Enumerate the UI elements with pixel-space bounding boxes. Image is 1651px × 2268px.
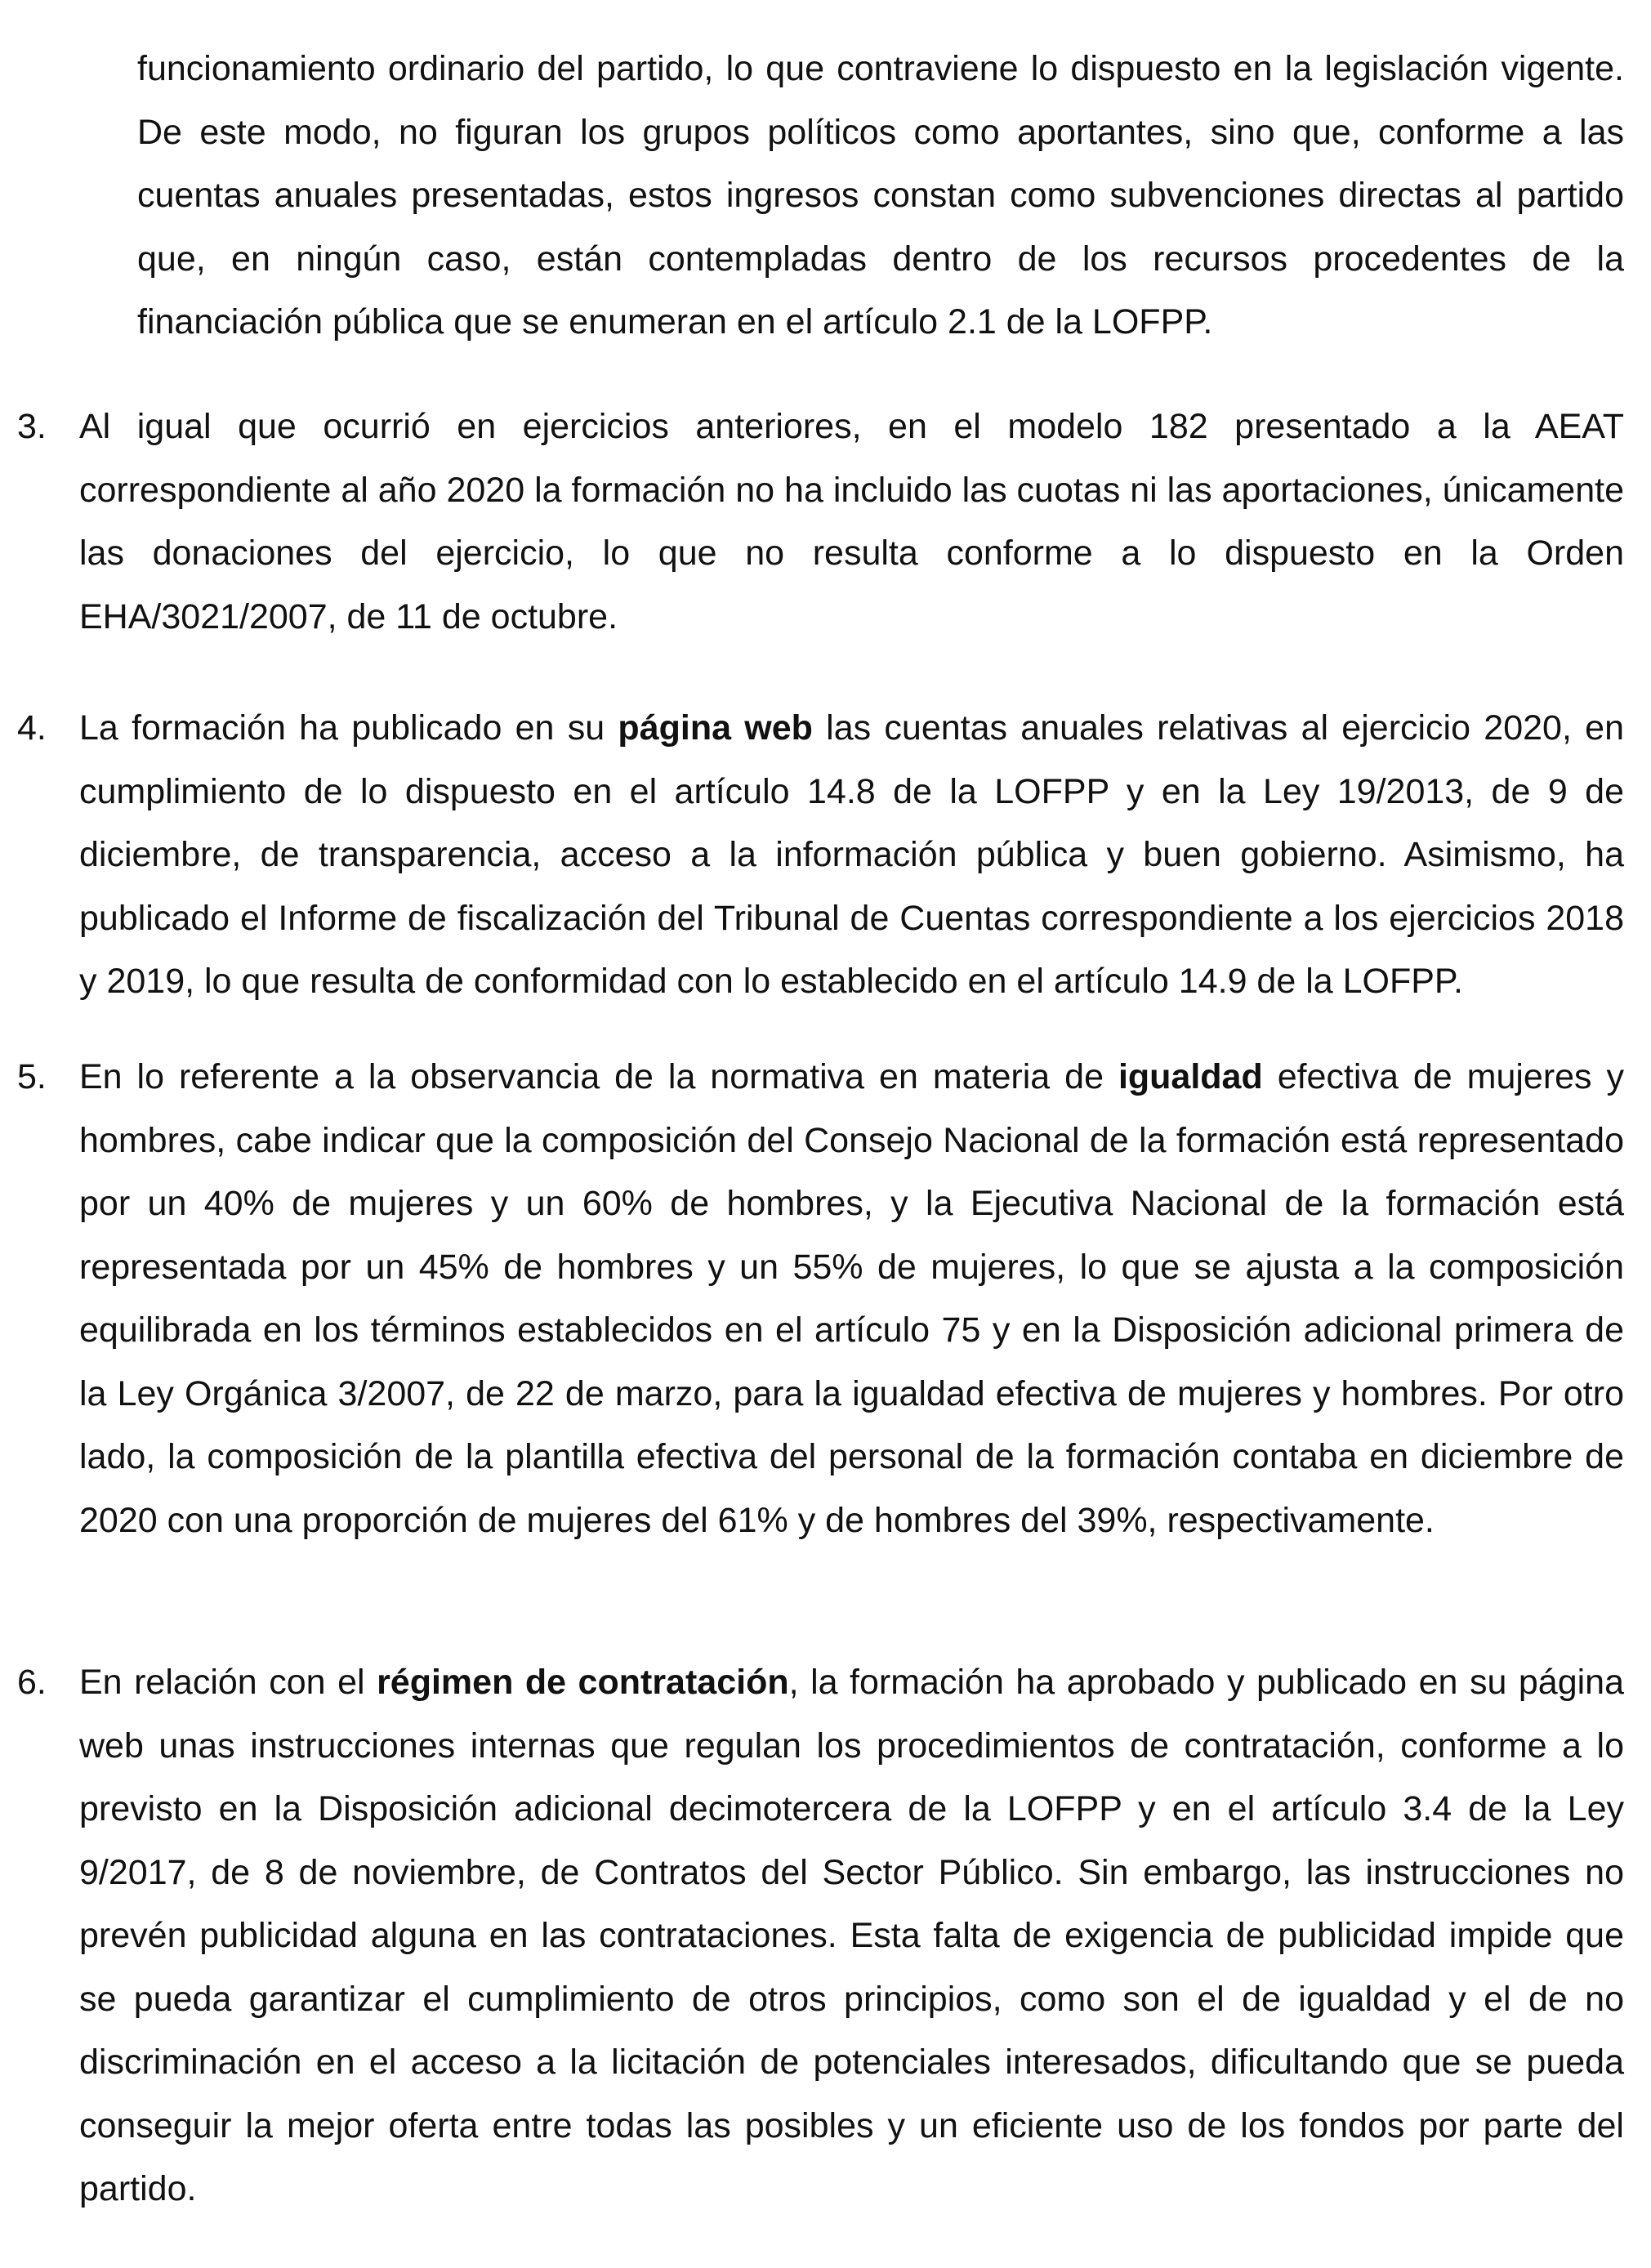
- item-text-after: , la formación ha aprobado y publicado en su página web unas instrucciones internas que regulan los procedimientos de contratación, conforme a lo previsto en la Disposición adicional decimotercera de la LOFPP y en el artículo 3.4 de la Ley 9/2017, de 8 de noviembre, de Contratos del Sector Público. Sin embargo, las instrucciones no prevén publicidad alguna en las contrataciones. Esta falta de exigencia de publicidad impide que se pueda garantizar el cumplimiento de otros principios, como son el de igualdad y el de no discriminación en el acceso a la licitación de potenciales interesados, dificultando que se pueda conseguir la mejor oferta entre todas las posibles y un eficiente uso de los fondos por parte del partido.: [79, 1663, 1625, 2208]
- item-text-after: efectiva de mujeres y hombres, cabe indicar que la composición del Consejo Nacional de la formación está representado por un 40% de mujeres y un 60% de hombres, y la Ejecutiva Nacional de la formación está representada por un 45% de hombres y un 55% de mujeres, lo que se ajusta a la composición equilibrada en los términos establecidos en el artículo 75 y en la Disposición adicional primera de la Ley Orgánica 3/2007, de 22 de marzo, para la igualdad efectiva de mujeres y hombres. Por otro lado, la composición de la plantilla efectiva del personal de la formación contaba en diciembre de 2020 con una proporción de mujeres del 61% y de hombres del 39%, respectivamente.: [79, 1057, 1625, 1540]
- item-text-before: La formación ha publicado en su: [79, 708, 618, 748]
- list-item-6: [17, 1651, 1625, 2221]
- item-number: 5.: [17, 1057, 47, 1096]
- item-number: 6.: [17, 1663, 47, 1702]
- item-text-before: En relación con el: [79, 1663, 377, 1702]
- item-text-before: En lo referente a la observancia de la normativa en materia de: [79, 1057, 1118, 1096]
- item-number: 3.: [17, 407, 47, 446]
- item-number: 4.: [17, 708, 47, 748]
- item-bold-term: régimen de contratación: [377, 1663, 789, 1702]
- continuation-paragraph: funcionamiento ordinario del partido, lo que contraviene lo dispuesto en la legislación vigente. De este modo, no figuran los grupos políticos como aportantes, sino que, conforme a las cuentas anuales presentadas, estos ingresos constan como subvenciones directas al partido que, en ningún caso, están contempladas dentro de los recursos procedentes de la financiación pública que se enumeran en el artículo 2.1 de la LOFPP.: [137, 49, 1624, 342]
- list-item-4: [17, 697, 1625, 1014]
- item-bold-term: igualdad: [1118, 1057, 1263, 1096]
- item-text-after: las cuentas anuales relativas al ejercicio 2020, en cumplimiento de lo dispuesto en el artículo 14.8 de la LOFPP y en la Ley 19/2013, de 9 de diciembre, de transparencia, acceso a la información pública y buen gobierno. Asimismo, ha publicado el Informe de fiscalización del Tribunal de Cuentas correspondiente a los ejercicios 2018 y 2019, lo que resulta de conformidad con lo establecido en el artículo 14.9 de la LOFPP.: [79, 708, 1625, 1001]
- item-bold-term: página web: [618, 708, 813, 748]
- list-item-3: [17, 395, 1624, 649]
- item-text: Al igual que ocurrió en ejercicios anteriores, en el modelo 182 presentado a la AEAT correspondiente al año 2020 la formación no ha incluido las cuotas ni las aportaciones, únicamente las donaciones del ejercicio, lo que no resulta conforme a lo dispuesto en la Orden EHA/3021/2007, de 11 de octubre.: [79, 407, 1624, 636]
- list-item-5: [17, 1046, 1625, 1552]
